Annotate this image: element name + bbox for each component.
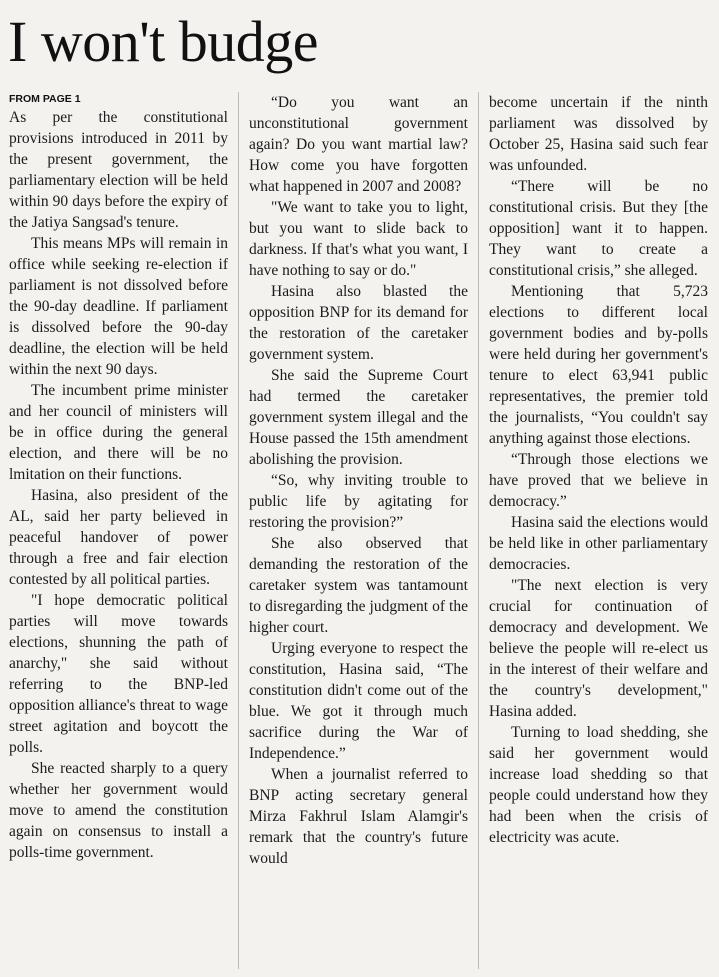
paragraph: “Do you want an unconstitutional government again? Do you want martial law? How come you have forgotten what happened in 2007 and 2008?	[249, 94, 468, 195]
paragraph: "I hope democratic political parties will move towards elections, shunning the path of anarchy," she said without referring to the BNP-led opposition alliance's threat to wage street agitation and boycott the polls.	[9, 592, 228, 756]
paragraph: The incumbent prime minister and her council of ministers will be in office during the general election, and there will be no lmitation on their functions.	[9, 382, 228, 483]
paragraph: “So, why inviting trouble to public life by agitating for restoring the provision?”	[249, 472, 468, 531]
headline: I won't budge	[8, 9, 319, 74]
paragraph: Hasina said the elections would be held like in other parliamentary democracies.	[489, 514, 708, 573]
paragraph: Hasina also blasted the opposition BNP for its demand for the restoration of the caretaker government system.	[249, 283, 468, 363]
column-divider	[478, 92, 479, 969]
paragraph: She also observed that demanding the restoration of the caretaker system was tantamount to disregarding the judgment of the higher court.	[249, 535, 468, 636]
paragraph: Hasina, also president of the AL, said her party believed in peaceful handover of power through a free and fair election contested by all political parties.	[9, 487, 228, 588]
article-column-2	[249, 92, 468, 971]
paragraph: Urging everyone to respect the constitution, Hasina said, “The constitution didn't come out of the blue. We got it through much sacrifice during the War of Independence.”	[249, 640, 468, 762]
paragraph: "We want to take you to light, but you want to slide back to darkness. If that's what you want, I have nothing to say or do."	[249, 199, 468, 279]
paragraph: Turning to load shedding, she said her government would increase load shedding so that people could understand how they had been when the crisis of electricity was acute.	[489, 724, 708, 846]
kicker-from-page-1: FROM PAGE 1	[9, 93, 81, 105]
paragraph: She reacted sharply to a query whether her government would move to amend the constitution again on consensus to install a polls-time government.	[9, 760, 228, 861]
paragraph: “There will be no constitutional crisis. But they [the opposition] want it to happen. They want to create a constitutional crisis,” she alleged.	[489, 178, 708, 279]
paragraph: "The next election is very crucial for continuation of democracy and development. We believe the people will re-elect us in the interest of their welfare and the country's development," Hasina added.	[489, 577, 708, 720]
column-divider	[238, 92, 239, 969]
paragraph-continued: become uncertain if the ninth parliament was dissolved by October 25, Hasina said such fear was unfounded.	[489, 94, 708, 174]
article-column-3	[489, 92, 708, 971]
paragraph: This means MPs will remain in office while seeking re-election if parliament is not dissolved before the 90-day deadline. If parliament is dissolved before the 90-day deadline, the election will be held within the next 90 days.	[9, 235, 228, 378]
paragraph: She said the Supreme Court had termed the caretaker government system illegal and the House passed the 15th amendment abolishing the provision.	[249, 367, 468, 468]
paragraph: As per the constitutional provisions introduced in 2011 by the present government, the parliamentary election will be held within 90 days before the expiry of the Jatiya Sangsad's tenure.	[9, 109, 228, 231]
article-column-1	[9, 92, 228, 971]
paragraph: Mentioning that 5,723 elections to different local government bodies and by-polls were held during her government's tenure to elect 63,941 public representatives, the premier told the journalists, “You couldn't say anything against those elections.	[489, 283, 708, 447]
paragraph: “Through those elections we have proved that we believe in democracy.”	[489, 451, 708, 510]
paragraph: When a journalist referred to BNP acting secretary general Mirza Fakhrul Islam Alamgir's remark that the country's future would	[249, 766, 468, 867]
